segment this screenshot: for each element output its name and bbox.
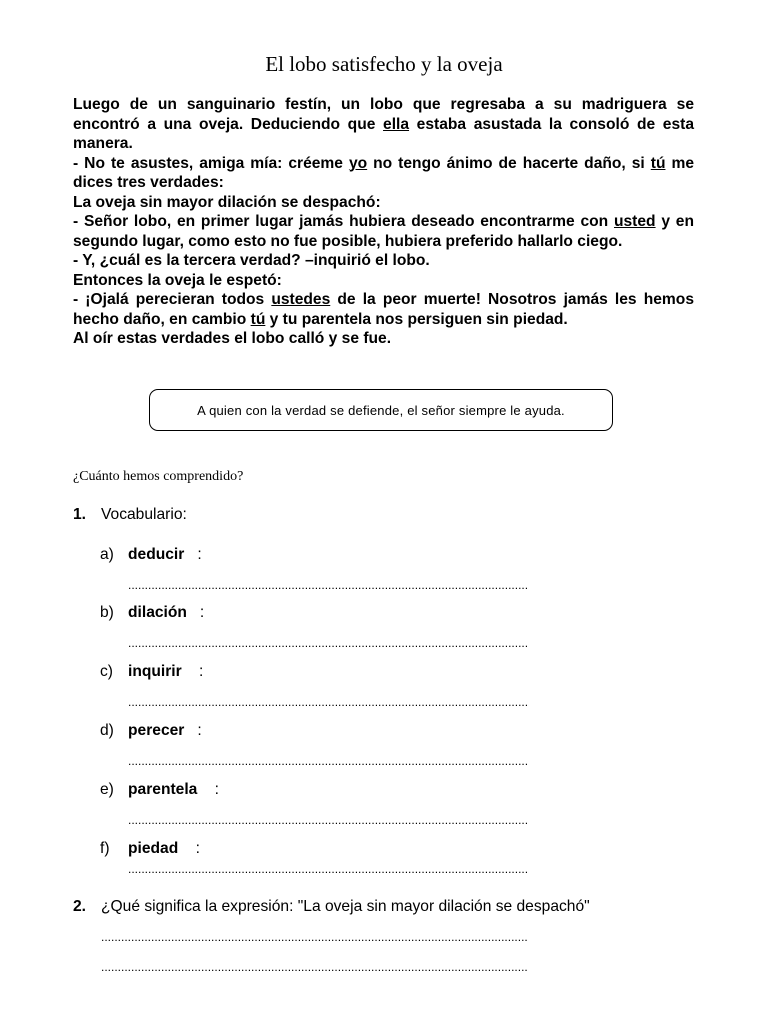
story-paragraph-8: Al oír estas verdades el lobo calló y se fue. <box>73 330 392 347</box>
item-letter: c) <box>100 663 113 680</box>
story-text-segment: y en segundo lugar, como esto no fue posible, hubiera preferido hallarlo ciego. <box>73 213 694 250</box>
story-paragraph-1 <box>73 95 694 154</box>
section-2-heading <box>73 898 590 916</box>
answer-line[interactable]: ........................................................................................................................ <box>128 862 529 876</box>
answer-line[interactable]: ........................................................................................................................ <box>128 813 529 827</box>
item-letter: b) <box>100 604 114 621</box>
vocab-separator: : <box>184 546 202 563</box>
vocab-item-piedad <box>100 840 200 858</box>
story-text-segment: no tengo ánimo de hacerte daño, si <box>367 154 651 172</box>
moral-text: A quien con la verdad se defiende, el señor siempre le ayuda. <box>197 402 565 418</box>
story-paragraph-7 <box>73 290 694 329</box>
story-text <box>73 95 694 349</box>
vocab-word: piedad <box>128 840 179 857</box>
underlined-word: ustedes <box>271 291 331 308</box>
item-letter: e) <box>100 781 114 798</box>
vocab-separator: : <box>181 663 204 680</box>
story-paragraph-2 <box>73 154 694 193</box>
underlined-word: tú <box>250 310 266 328</box>
vocab-word: perecer <box>128 722 185 739</box>
underlined-word: usted <box>613 213 656 230</box>
story-paragraph-5: - Y, ¿cuál es la tercera verdad? –inquirió el lobo. <box>73 252 430 269</box>
vocab-item-deducir <box>100 546 202 564</box>
question-heading: ¿Cuánto hemos comprendido? <box>73 469 244 484</box>
story-text-segment: estaba asustada la consoló de esta manera. <box>73 115 694 152</box>
item-letter: f) <box>100 840 110 857</box>
item-letter: d) <box>100 722 114 739</box>
item-letter: a) <box>100 546 114 563</box>
underlined-word: ella <box>383 115 410 133</box>
answer-line[interactable]: ................................................................................................................................ <box>101 960 528 974</box>
section-title: Vocabulario: <box>101 506 187 523</box>
section-number: 1. <box>73 506 87 523</box>
vocab-word: dilación <box>128 604 187 621</box>
vocab-item-dilacion <box>100 604 204 622</box>
answer-line[interactable]: ........................................................................................................................ <box>128 578 529 592</box>
answer-line[interactable]: ........................................................................................................................ <box>128 754 529 768</box>
story-paragraph-3: La oveja sin mayor dilación se despachó: <box>73 193 381 211</box>
story-text-segment: y tu parentela nos persiguen sin piedad. <box>265 310 568 328</box>
vocab-item-parentela <box>100 781 219 799</box>
vocab-separator: : <box>186 604 205 621</box>
section-number: 2. <box>73 898 87 915</box>
vocab-item-perecer <box>100 722 202 740</box>
vocab-separator: : <box>178 840 200 857</box>
section-title: ¿Qué significa la expresión: "La oveja sin mayor dilación se despachó" <box>101 898 590 915</box>
vocab-separator: : <box>184 722 202 739</box>
vocab-item-inquirir <box>100 663 203 681</box>
moral-box <box>149 389 613 431</box>
underlined-word: yo <box>348 154 368 172</box>
story-text-segment: - ¡Ojalá perecieran todos <box>73 291 272 308</box>
story-paragraph-4 <box>73 212 694 251</box>
vocab-separator: : <box>197 781 220 798</box>
story-paragraph-6: Entonces la oveja le espetó: <box>73 271 282 289</box>
vocab-word: parentela <box>128 781 198 798</box>
page-title: El lobo satisfecho y la oveja <box>265 52 503 76</box>
answer-line[interactable]: ................................................................................................................................ <box>101 930 528 944</box>
story-text-segment: de la peor muerte! Nosotros jamás les hemos hecho daño, en cambio <box>73 291 694 328</box>
section-1-heading <box>73 506 187 524</box>
story-text-segment: - Señor lobo, en primer lugar jamás hubiera deseado encontrarme con <box>73 213 614 230</box>
story-text-segment: - No te asustes, amiga mía: créeme <box>73 154 349 172</box>
story-text-segment: me dices tres verdades: <box>73 154 694 191</box>
answer-line[interactable]: ........................................................................................................................ <box>128 636 529 650</box>
vocab-word: deducir <box>128 546 185 563</box>
answer-line[interactable]: ........................................................................................................................ <box>128 695 529 709</box>
underlined-word: tú <box>650 154 666 172</box>
story-text-segment: Luego de un sanguinario festín, un lobo que regresaba a su madriguera se encontró a una oveja. Deduciendo que <box>73 96 694 133</box>
vocab-word: inquirir <box>128 663 182 680</box>
